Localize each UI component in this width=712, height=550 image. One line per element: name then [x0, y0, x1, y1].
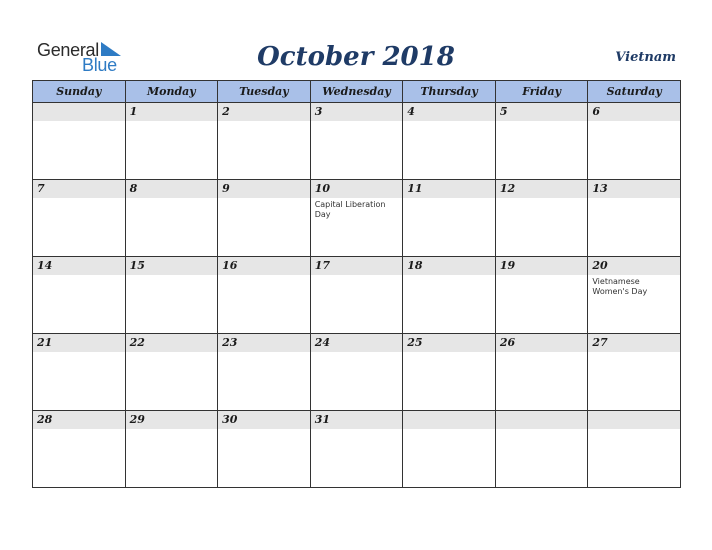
day-cell	[310, 334, 403, 411]
day-cell	[495, 257, 588, 334]
day-number: 27	[588, 334, 680, 352]
day-cell	[588, 411, 681, 488]
day-cell	[125, 180, 218, 257]
day-number: 16	[218, 257, 310, 275]
day-cell	[310, 411, 403, 488]
day-number: 31	[311, 411, 403, 429]
day-number: 18	[403, 257, 495, 275]
day-number: 30	[218, 411, 310, 429]
weekday-header: Tuesday	[218, 81, 311, 103]
calendar-body	[33, 103, 681, 488]
weekday-header: Monday	[125, 81, 218, 103]
day-number: 26	[496, 334, 588, 352]
day-cell	[403, 180, 496, 257]
day-cell	[588, 257, 681, 334]
day-cell	[218, 257, 311, 334]
day-number	[496, 411, 588, 429]
day-number: 14	[33, 257, 125, 275]
day-number: 17	[311, 257, 403, 275]
weekday-header: Friday	[495, 81, 588, 103]
day-cell	[218, 411, 311, 488]
holiday-label: Capital Liberation Day	[314, 200, 386, 219]
day-cell	[218, 103, 311, 180]
day-number: 15	[126, 257, 218, 275]
weekday-header: Wednesday	[310, 81, 403, 103]
day-number: 20	[588, 257, 680, 275]
day-number	[403, 411, 495, 429]
day-cell	[403, 257, 496, 334]
day-number: 12	[496, 180, 588, 198]
day-number: 23	[218, 334, 310, 352]
day-number: 24	[311, 334, 403, 352]
calendar-title: October 2018	[257, 42, 455, 72]
day-number: 6	[588, 103, 680, 121]
week-row	[33, 411, 681, 488]
day-cell	[218, 334, 311, 411]
day-cell	[403, 103, 496, 180]
day-number: 1	[126, 103, 218, 121]
day-cell	[33, 334, 126, 411]
day-cell	[125, 103, 218, 180]
day-cell	[495, 180, 588, 257]
day-cell	[403, 411, 496, 488]
day-cell	[33, 411, 126, 488]
day-number: 3	[311, 103, 403, 121]
holiday-label: Vietnamese Women's Day	[592, 277, 648, 296]
week-row	[33, 334, 681, 411]
day-cell	[218, 180, 311, 257]
day-number: 9	[218, 180, 310, 198]
day-number: 7	[33, 180, 125, 198]
day-number: 13	[588, 180, 680, 198]
day-number: 28	[33, 411, 125, 429]
day-cell	[33, 103, 126, 180]
week-row	[33, 180, 681, 257]
day-number: 25	[403, 334, 495, 352]
day-number: 4	[403, 103, 495, 121]
day-cell	[403, 334, 496, 411]
day-cell	[310, 180, 403, 257]
day-number: 2	[218, 103, 310, 121]
weekday-header: Sunday	[33, 81, 126, 103]
day-cell	[125, 257, 218, 334]
weekday-header: Thursday	[403, 81, 496, 103]
logo-general-text: General	[37, 40, 99, 60]
day-number: 19	[496, 257, 588, 275]
day-number: 29	[126, 411, 218, 429]
day-cell	[588, 180, 681, 257]
day-number	[588, 411, 680, 429]
day-cell	[588, 103, 681, 180]
weekday-header: Saturday	[588, 81, 681, 103]
country-label: Vietnam	[615, 50, 676, 65]
month-calendar	[32, 80, 681, 488]
day-cell	[33, 257, 126, 334]
day-cell	[495, 334, 588, 411]
day-cell	[588, 334, 681, 411]
logo-blue-text: Blue	[82, 55, 117, 75]
day-cell	[310, 257, 403, 334]
day-cell	[33, 180, 126, 257]
day-cell	[310, 103, 403, 180]
day-cell	[495, 103, 588, 180]
day-number: 10	[311, 180, 403, 198]
day-cell	[495, 411, 588, 488]
day-cell	[125, 334, 218, 411]
day-number: 8	[126, 180, 218, 198]
day-number: 22	[126, 334, 218, 352]
day-number: 5	[496, 103, 588, 121]
day-number: 11	[403, 180, 495, 198]
day-number: 21	[33, 334, 125, 352]
weekday-header-row	[33, 81, 681, 103]
day-number	[33, 103, 125, 121]
week-row	[33, 103, 681, 180]
day-cell	[125, 411, 218, 488]
week-row	[33, 257, 681, 334]
